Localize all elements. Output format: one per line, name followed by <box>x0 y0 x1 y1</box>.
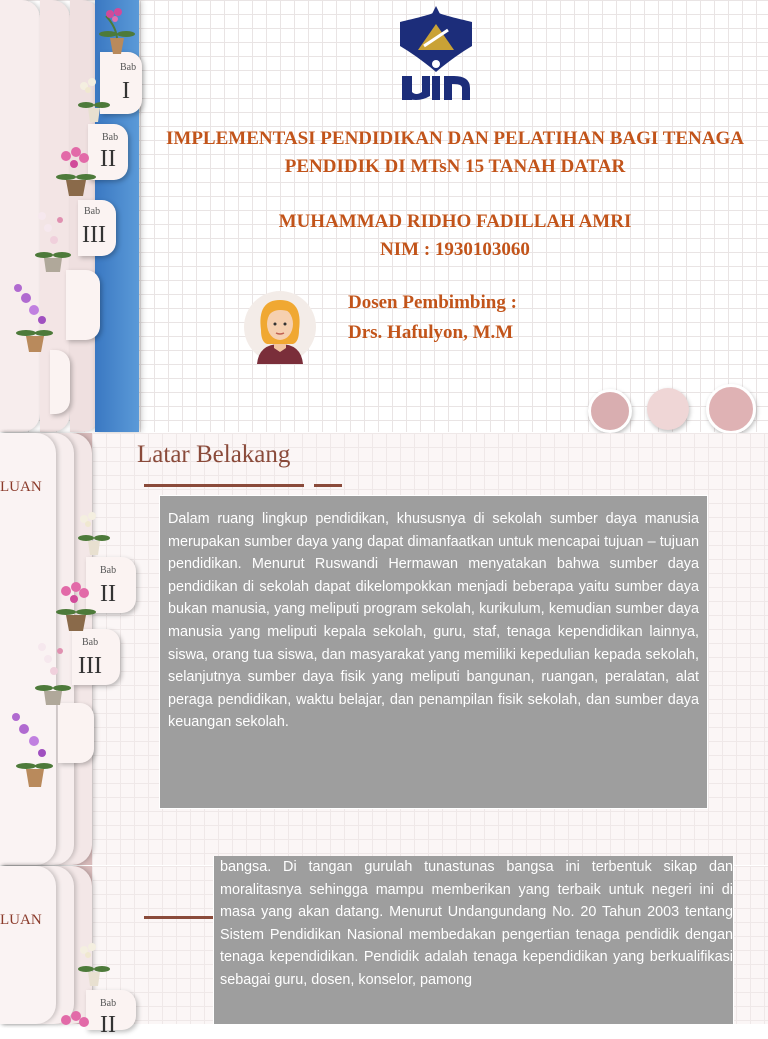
orchid-plant-icon <box>54 142 98 198</box>
tab-label: Bab <box>84 206 101 217</box>
background-slide <box>0 433 768 865</box>
heading-underline <box>144 484 304 487</box>
heading-underline <box>314 484 342 487</box>
tab-label: Bab <box>100 998 117 1009</box>
side-panel <box>0 866 56 1024</box>
orchid-plant-icon <box>54 577 98 633</box>
tab-blank[interactable] <box>58 703 94 763</box>
tab-number: II <box>100 146 116 172</box>
tab-number: II <box>100 581 116 607</box>
decor-circle <box>647 388 689 430</box>
tab-label: Bab <box>82 637 99 648</box>
orchid-plant-icon <box>74 942 114 988</box>
tab-label: Bab <box>100 565 117 576</box>
title-slide <box>0 0 768 432</box>
tab-number: II <box>100 1012 116 1038</box>
orchid-plant-icon <box>54 1008 98 1024</box>
chapter-label: LUAN <box>0 912 42 928</box>
heading-underline <box>144 916 214 919</box>
author-name: MUHAMMAD RIDHO FADILLAH AMRI <box>278 211 632 232</box>
continuation-slide <box>0 859 768 1038</box>
orchid-plant-icon <box>74 76 114 124</box>
decor-circle <box>588 389 632 433</box>
supervisor-name: Drs. Hafulyon, M.M <box>348 322 514 343</box>
orchid-plant-icon <box>74 511 114 557</box>
thesis-title: IMPLEMENTASI PENDIDIKAN DAN PELATIHAN BAGI TENAGA PENDIDIK DI MTsN 15 TANAH DATAR <box>166 128 744 177</box>
body-textbox: bangsa. Di tangan gurulah tunastunas bangsa ini terbentuk sikap dan moralitasnya sehingga mampu memberikan yang terbaik untuk negeri ini di masa yang akan datang. Menurut Undangundang No. 20 Tahun 2003 tentang Sistem Pendidikan Nasional membedakan pengertian tenaga pendidik dengan tenaga kependidikan. Pendidik adalah tenaga kependidikan yang berkualifikasi sebagai guru, dosen, konselor, pamong <box>213 856 734 1024</box>
uin-logo <box>396 6 476 102</box>
orchid-plant-icon <box>34 637 74 707</box>
orchid-plant-icon <box>8 278 54 354</box>
author-block <box>150 208 760 264</box>
section-heading: Latar Belakang <box>137 441 291 468</box>
tab-label: Bab <box>120 62 137 73</box>
orchid-plant-icon <box>6 707 56 789</box>
author-nim: NIM : 1930103060 <box>380 239 530 260</box>
tab-number: III <box>78 653 102 679</box>
supervisor-label: Dosen Pembimbing : <box>348 292 517 313</box>
orchid-plant-icon <box>34 206 74 274</box>
body-textbox: Dalam ruang lingkup pendidikan, khususnya di sekolah sumber daya manusia merupakan sumber daya yang dapat dimanfaatkan untuk mencapai tujuan – tujuan pendidikan. Menurut Ruswandi Hermawan menyatakan bahwa sumber daya pendidikan di sekolah dapat dikelompokkan menjadi beberapa yaitu sumber daya bukan manusia, yang meliputi program sekolah, kurikulum, kemudian sumber daya manusia yang meliputi kepala sekolah, guru, staf, tenaga kependidikan lainnya, siswa, orang tua siswa, dan masyarakat yang memiliki kepedulian kepada sekolah, selanjutnya sumber daya fisik yang meliputi bangunan, ruangan, peralatan, alat peraga pendidikan, waktu belajar, dan penampilan fisik sekolah, dan sumber daya keuangan sekolah. <box>159 495 708 809</box>
tab-number: I <box>122 78 130 104</box>
chapter-label: LUAN <box>0 479 42 495</box>
tab-bab-3[interactable] <box>72 629 120 685</box>
decor-circle <box>706 384 756 434</box>
tab-number: III <box>82 222 106 248</box>
tab-blank[interactable] <box>66 270 100 340</box>
tab-label: Bab <box>102 132 119 143</box>
orchid-plant-icon <box>96 4 138 56</box>
woman-avatar-icon <box>243 290 317 364</box>
tab-blank[interactable] <box>50 350 70 414</box>
tab-bab-3[interactable] <box>78 200 116 256</box>
